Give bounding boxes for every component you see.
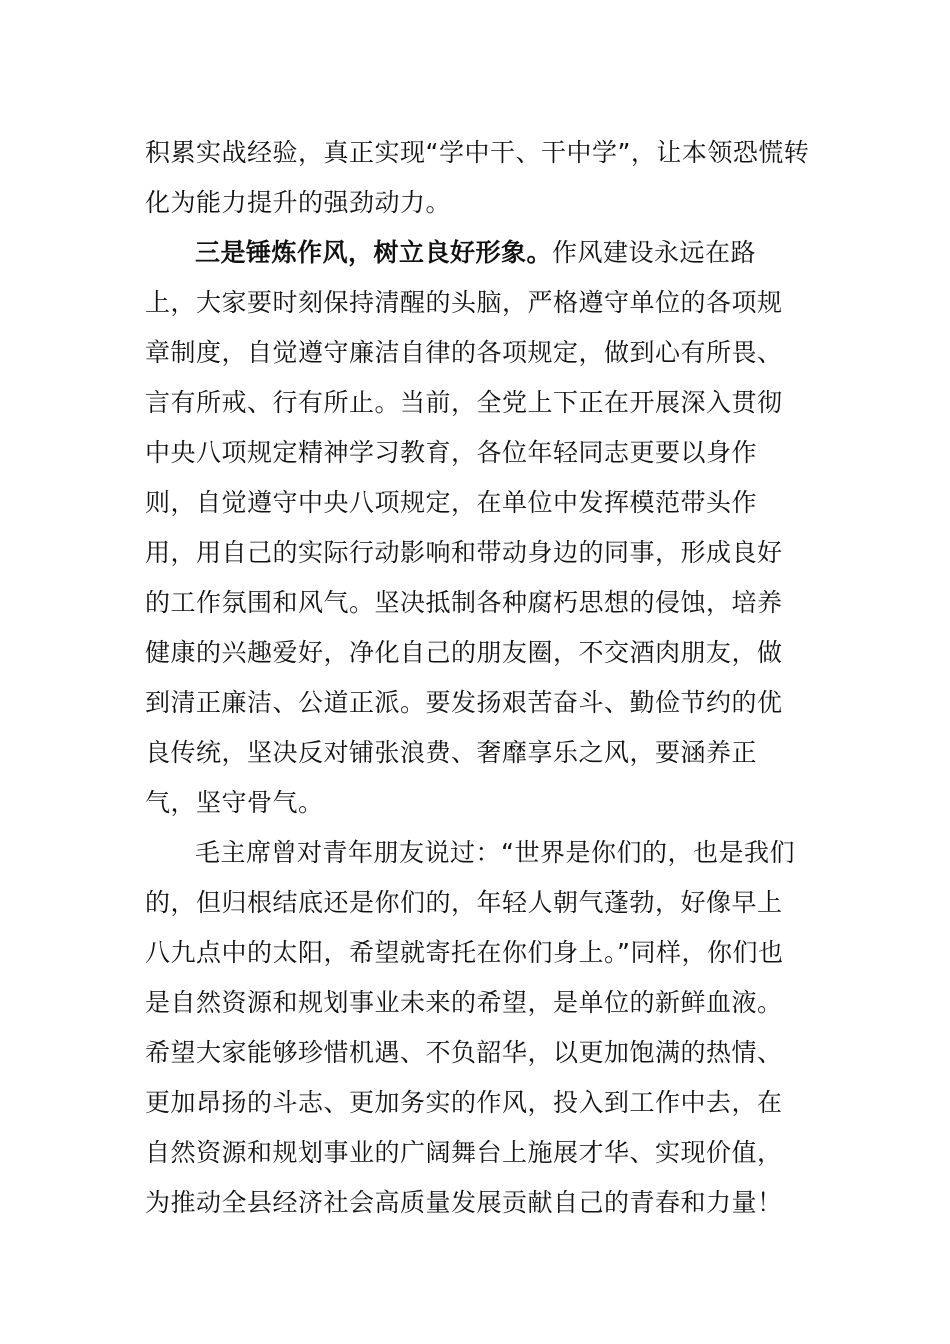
text-line: 气，坚守骨气。 [145,788,324,817]
text-line: 用，用自己的实际行动影响和带动身边的同事，形成良好 [145,538,783,567]
text-line: 的工作氛围和风气。坚决抵制各种腐朽思想的侵蚀，培养 [145,588,783,617]
text-line: 则，自觉遵守中央八项规定，在单位中发挥模范带头作 [145,488,758,517]
text-line [145,228,810,278]
document-body [145,128,810,1228]
text-line: 上，大家要时刻保持清醒的头脑，严格遵守单位的各项规 [145,288,783,317]
paragraph-2 [145,228,810,828]
text-line: 积累实战经验，真正实现“学中干、干中学”，让本领恐慌转 [145,138,810,167]
text-line: 到清正廉洁、公道正派。要发扬艰苦奋斗、勤俭节约的优 [145,688,783,717]
text-line: 八九点中的太阳，希望就寄托在你们身上。”同样，你们也 [145,938,784,967]
text-line: 章制度，自觉遵守廉洁自律的各项规定，做到心有所畏、 [145,338,783,367]
text-line: 自然资源和规划事业的广阔舞台上施展才华、实现价值， [145,1138,783,1167]
text-line: 化为能力提升的强劲动力。 [145,188,452,217]
text-line: 希望大家能够珍惜机遇、不负韶华，以更加饱满的热情、 [145,1038,783,1067]
text-line: 言有所戒、行有所止。当前，全党上下正在开展深入贯彻 [145,388,783,417]
section-heading: 三是锤炼作风，树立良好形象。 [195,238,553,267]
text-line: 为推动全县经济社会高质量发展贡献自己的青春和力量！ [145,1188,783,1217]
text-line: 的，但归根结底还是你们的，年轻人朝气蓬勃，好像早上 [145,888,783,917]
text-line: 更加昂扬的斗志、更加务实的作风，投入到工作中去，在 [145,1088,783,1117]
text-line: 毛主席曾对青年朋友说过：“世界是你们的，也是我们 [195,838,795,867]
text-fragment: 作风建设永远在路 [552,238,757,267]
text-line: 良传统，坚决反对铺张浪费、奢靡享乐之风，要涵养正 [145,738,758,767]
text-line: 健康的兴趣爱好，净化自己的朋友圈，不交酒肉朋友，做 [145,638,783,667]
text-line: 中央八项规定精神学习教育，各位年轻同志更要以身作 [145,438,758,467]
paragraph-1 [145,128,810,228]
text-line: 是自然资源和规划事业未来的希望，是单位的新鲜血液。 [145,988,783,1017]
paragraph-3 [145,828,810,1228]
